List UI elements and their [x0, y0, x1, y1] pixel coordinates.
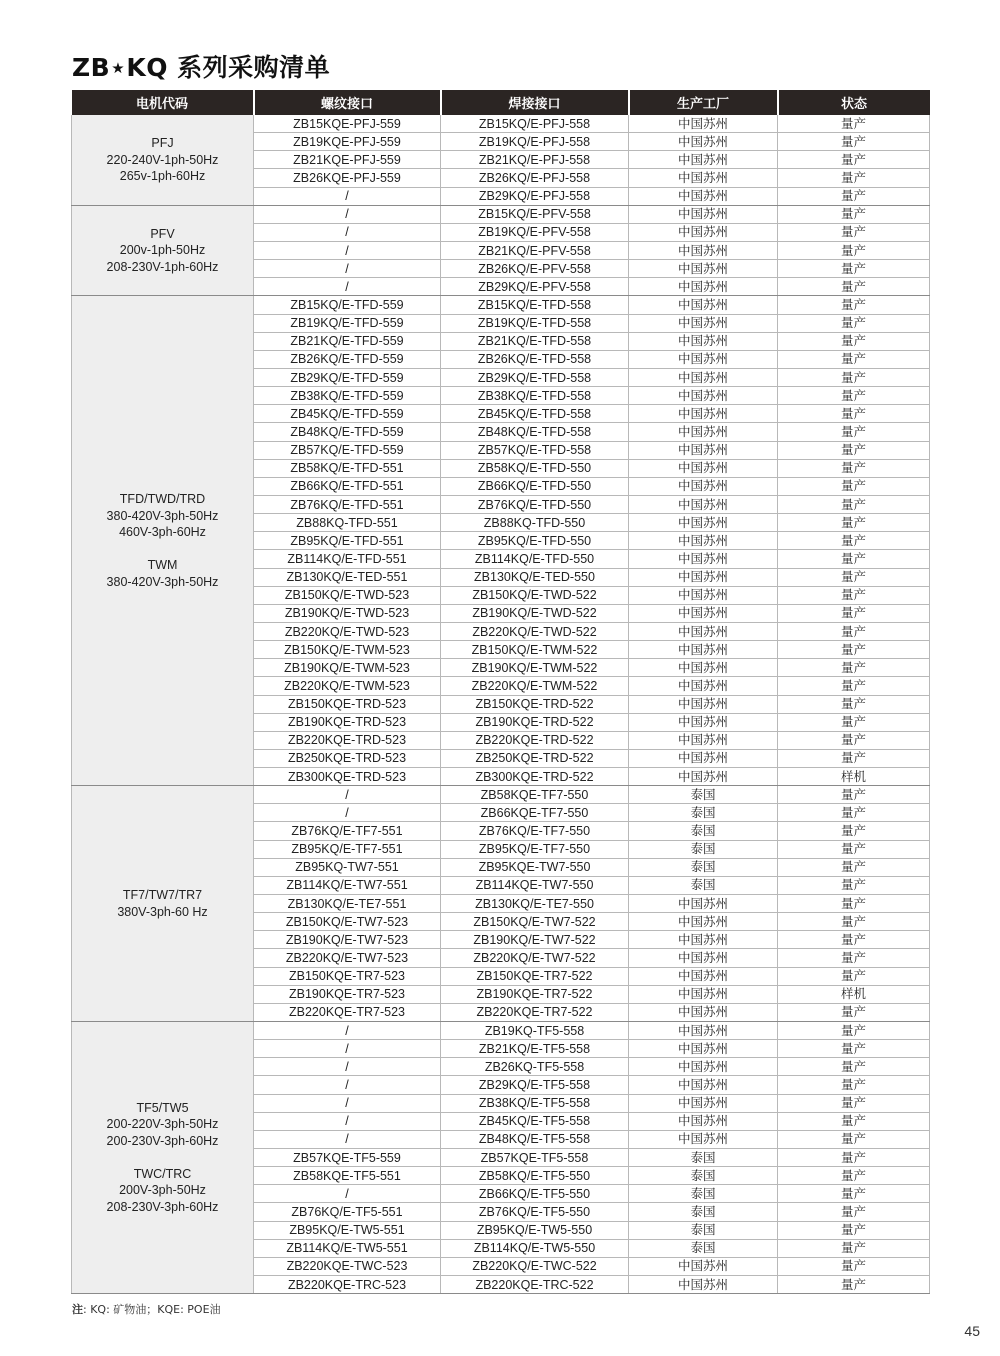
- factory-cell: 中国苏州: [629, 967, 778, 985]
- factory-cell: 中国苏州: [629, 205, 778, 223]
- thread-connection-cell: ZB95KQ-TW7-551: [254, 858, 441, 876]
- thread-connection-cell: /: [254, 205, 441, 223]
- thread-connection-cell: ZB95KQ/E-TF7-551: [254, 840, 441, 858]
- header-factory: 生产工厂: [629, 90, 778, 115]
- status-cell: 量产: [778, 423, 930, 441]
- thread-connection-cell: ZB150KQ/E-TWD-523: [254, 586, 441, 604]
- factory-cell: 中国苏州: [629, 169, 778, 187]
- factory-cell: 中国苏州: [629, 1076, 778, 1094]
- factory-cell: 中国苏州: [629, 223, 778, 241]
- weld-connection-cell: ZB66KQ/E-TFD-550: [441, 477, 629, 495]
- factory-cell: 中国苏州: [629, 1022, 778, 1040]
- weld-connection-cell: ZB95KQE-TW7-550: [441, 858, 629, 876]
- motor-code-cell: TFD/TWD/TRD 380-420V-3ph-50Hz 460V-3ph-60Hz TWM 380-420V-3ph-50Hz: [72, 296, 254, 786]
- status-cell: 量产: [778, 895, 930, 913]
- status-cell: 量产: [778, 1203, 930, 1221]
- thread-connection-cell: ZB45KQ/E-TFD-559: [254, 405, 441, 423]
- factory-cell: 中国苏州: [629, 514, 778, 532]
- thread-connection-cell: ZB220KQE-TR7-523: [254, 1003, 441, 1021]
- weld-connection-cell: ZB76KQ/E-TF5-550: [441, 1203, 629, 1221]
- thread-connection-cell: ZB76KQ/E-TF7-551: [254, 822, 441, 840]
- weld-connection-cell: ZB66KQ/E-TF5-550: [441, 1185, 629, 1203]
- thread-connection-cell: ZB48KQ/E-TFD-559: [254, 423, 441, 441]
- factory-cell: 中国苏州: [629, 368, 778, 386]
- factory-cell: 中国苏州: [629, 768, 778, 786]
- status-cell: 量产: [778, 1257, 930, 1275]
- status-cell: 量产: [778, 296, 930, 314]
- weld-connection-cell: ZB95KQ/E-TF7-550: [441, 840, 629, 858]
- footnote: [72, 1301, 221, 1317]
- factory-cell: 中国苏州: [629, 241, 778, 259]
- thread-connection-cell: ZB95KQ/E-TFD-551: [254, 532, 441, 550]
- status-cell: 量产: [778, 967, 930, 985]
- footnote-label: 注: [72, 1303, 83, 1316]
- status-cell: 样机: [778, 768, 930, 786]
- factory-cell: 中国苏州: [629, 677, 778, 695]
- weld-connection-cell: ZB38KQ/E-TF5-558: [441, 1094, 629, 1112]
- weld-connection-cell: ZB21KQ/E-TF5-558: [441, 1040, 629, 1058]
- weld-connection-cell: ZB250KQE-TRD-522: [441, 749, 629, 767]
- weld-connection-cell: ZB190KQ/E-TW7-522: [441, 931, 629, 949]
- thread-connection-cell: /: [254, 786, 441, 804]
- thread-connection-cell: ZB19KQ/E-TFD-559: [254, 314, 441, 332]
- weld-connection-cell: ZB150KQE-TRD-522: [441, 695, 629, 713]
- status-cell: 量产: [778, 241, 930, 259]
- factory-cell: 中国苏州: [629, 133, 778, 151]
- thread-connection-cell: /: [254, 1112, 441, 1130]
- weld-connection-cell: ZB45KQ/E-TFD-558: [441, 405, 629, 423]
- factory-cell: 中国苏州: [629, 586, 778, 604]
- status-cell: 量产: [778, 459, 930, 477]
- thread-connection-cell: /: [254, 223, 441, 241]
- thread-connection-cell: ZB150KQE-TRD-523: [254, 695, 441, 713]
- thread-connection-cell: ZB220KQE-TWC-523: [254, 1257, 441, 1275]
- thread-connection-cell: ZB250KQE-TRD-523: [254, 749, 441, 767]
- factory-cell: 泰国: [629, 840, 778, 858]
- factory-cell: 中国苏州: [629, 604, 778, 622]
- purchase-list-table: [71, 90, 930, 1294]
- status-cell: 量产: [778, 405, 930, 423]
- factory-cell: 中国苏州: [629, 314, 778, 332]
- factory-cell: 中国苏州: [629, 387, 778, 405]
- weld-connection-cell: ZB150KQ/E-TWM-522: [441, 641, 629, 659]
- factory-cell: 泰国: [629, 858, 778, 876]
- table-row: [72, 1022, 930, 1040]
- status-cell: 量产: [778, 1221, 930, 1239]
- weld-connection-cell: ZB29KQ/E-PFJ-558: [441, 187, 629, 205]
- status-cell: 量产: [778, 532, 930, 550]
- status-cell: 量产: [778, 332, 930, 350]
- factory-cell: 中国苏州: [629, 477, 778, 495]
- status-cell: 量产: [778, 133, 930, 151]
- weld-connection-cell: ZB58KQE-TF7-550: [441, 786, 629, 804]
- factory-cell: 中国苏州: [629, 731, 778, 749]
- weld-connection-cell: ZB57KQ/E-TFD-558: [441, 441, 629, 459]
- status-cell: 量产: [778, 1040, 930, 1058]
- factory-cell: 中国苏州: [629, 187, 778, 205]
- factory-cell: 中国苏州: [629, 115, 778, 133]
- weld-connection-cell: ZB114KQ/E-TW5-550: [441, 1239, 629, 1257]
- weld-connection-cell: ZB29KQ/E-PFV-558: [441, 278, 629, 296]
- status-cell: 量产: [778, 695, 930, 713]
- factory-cell: 中国苏州: [629, 713, 778, 731]
- weld-connection-cell: ZB26KQ/E-TFD-558: [441, 350, 629, 368]
- status-cell: 量产: [778, 1094, 930, 1112]
- motor-code-cell: TF7/TW7/TR7 380V-3ph-60 Hz: [72, 786, 254, 1022]
- thread-connection-cell: ZB150KQ/E-TW7-523: [254, 913, 441, 931]
- status-cell: 量产: [778, 822, 930, 840]
- status-cell: 量产: [778, 876, 930, 894]
- factory-cell: 中国苏州: [629, 423, 778, 441]
- factory-cell: 泰国: [629, 1203, 778, 1221]
- factory-cell: 泰国: [629, 822, 778, 840]
- footnote-text: : KQ: 矿物油；KQE: POE油: [83, 1303, 221, 1316]
- factory-cell: 中国苏州: [629, 441, 778, 459]
- thread-connection-cell: /: [254, 1185, 441, 1203]
- thread-connection-cell: ZB150KQ/E-TWM-523: [254, 641, 441, 659]
- thread-connection-cell: ZB150KQE-TR7-523: [254, 967, 441, 985]
- weld-connection-cell: ZB220KQ/E-TWM-522: [441, 677, 629, 695]
- status-cell: 量产: [778, 1112, 930, 1130]
- status-cell: 量产: [778, 858, 930, 876]
- factory-cell: 中国苏州: [629, 622, 778, 640]
- factory-cell: 中国苏州: [629, 949, 778, 967]
- thread-connection-cell: ZB114KQ/E-TFD-551: [254, 550, 441, 568]
- thread-connection-cell: /: [254, 1076, 441, 1094]
- factory-cell: 中国苏州: [629, 495, 778, 513]
- weld-connection-cell: ZB150KQ/E-TW7-522: [441, 913, 629, 931]
- thread-connection-cell: ZB130KQ/E-TED-551: [254, 568, 441, 586]
- factory-cell: 泰国: [629, 1239, 778, 1257]
- weld-connection-cell: ZB15KQ/E-PFV-558: [441, 205, 629, 223]
- weld-connection-cell: ZB76KQ/E-TFD-550: [441, 495, 629, 513]
- header-weld-connection: 焊接接口: [441, 90, 629, 115]
- weld-connection-cell: ZB150KQE-TR7-522: [441, 967, 629, 985]
- thread-connection-cell: /: [254, 1058, 441, 1076]
- page-title: ZB⋆KQ 系列采购清单: [72, 53, 331, 82]
- weld-connection-cell: ZB26KQ/E-PFV-558: [441, 260, 629, 278]
- factory-cell: 中国苏州: [629, 260, 778, 278]
- weld-connection-cell: ZB220KQ/E-TW7-522: [441, 949, 629, 967]
- factory-cell: 中国苏州: [629, 931, 778, 949]
- weld-connection-cell: ZB26KQ-TF5-558: [441, 1058, 629, 1076]
- thread-connection-cell: ZB114KQ/E-TW7-551: [254, 876, 441, 894]
- weld-connection-cell: ZB19KQ/E-TFD-558: [441, 314, 629, 332]
- thread-connection-cell: ZB220KQ/E-TWD-523: [254, 622, 441, 640]
- factory-cell: 中国苏州: [629, 1130, 778, 1148]
- thread-connection-cell: /: [254, 1094, 441, 1112]
- table-row: [72, 205, 930, 223]
- thread-connection-cell: ZB190KQE-TRD-523: [254, 713, 441, 731]
- factory-cell: 中国苏州: [629, 459, 778, 477]
- thread-connection-cell: ZB58KQE-TF5-551: [254, 1167, 441, 1185]
- factory-cell: 泰国: [629, 786, 778, 804]
- weld-connection-cell: ZB58KQ/E-TF5-550: [441, 1167, 629, 1185]
- thread-connection-cell: ZB220KQE-TRC-523: [254, 1276, 441, 1294]
- status-cell: 量产: [778, 1022, 930, 1040]
- status-cell: 量产: [778, 151, 930, 169]
- weld-connection-cell: ZB76KQ/E-TF7-550: [441, 822, 629, 840]
- factory-cell: 中国苏州: [629, 695, 778, 713]
- thread-connection-cell: ZB15KQ/E-TFD-559: [254, 296, 441, 314]
- status-cell: 量产: [778, 1149, 930, 1167]
- factory-cell: 中国苏州: [629, 405, 778, 423]
- thread-connection-cell: ZB38KQ/E-TFD-559: [254, 387, 441, 405]
- status-cell: 量产: [778, 495, 930, 513]
- status-cell: 量产: [778, 1167, 930, 1185]
- weld-connection-cell: ZB114KQE-TW7-550: [441, 876, 629, 894]
- weld-connection-cell: ZB220KQ/E-TWC-522: [441, 1257, 629, 1275]
- weld-connection-cell: ZB190KQE-TR7-522: [441, 985, 629, 1003]
- status-cell: 量产: [778, 586, 930, 604]
- status-cell: 量产: [778, 1239, 930, 1257]
- factory-cell: 泰国: [629, 1221, 778, 1239]
- weld-connection-cell: ZB29KQ/E-TF5-558: [441, 1076, 629, 1094]
- weld-connection-cell: ZB21KQ/E-PFJ-558: [441, 151, 629, 169]
- thread-connection-cell: /: [254, 1022, 441, 1040]
- thread-connection-cell: /: [254, 278, 441, 296]
- thread-connection-cell: ZB130KQ/E-TE7-551: [254, 895, 441, 913]
- weld-connection-cell: ZB190KQ/E-TWM-522: [441, 659, 629, 677]
- factory-cell: 中国苏州: [629, 350, 778, 368]
- thread-connection-cell: /: [254, 241, 441, 259]
- motor-code-cell: TF5/TW5 200-220V-3ph-50Hz 200-230V-3ph-60Hz TWC/TRC 200V-3ph-50Hz 208-230V-3ph-60Hz: [72, 1022, 254, 1294]
- weld-connection-cell: ZB19KQ-TF5-558: [441, 1022, 629, 1040]
- factory-cell: 中国苏州: [629, 296, 778, 314]
- thread-connection-cell: ZB95KQ/E-TW5-551: [254, 1221, 441, 1239]
- factory-cell: 泰国: [629, 876, 778, 894]
- factory-cell: 中国苏州: [629, 985, 778, 1003]
- weld-connection-cell: ZB21KQ/E-PFV-558: [441, 241, 629, 259]
- status-cell: 量产: [778, 1076, 930, 1094]
- weld-connection-cell: ZB150KQ/E-TWD-522: [441, 586, 629, 604]
- thread-connection-cell: ZB57KQ/E-TFD-559: [254, 441, 441, 459]
- thread-connection-cell: ZB300KQE-TRD-523: [254, 768, 441, 786]
- status-cell: 量产: [778, 913, 930, 931]
- thread-connection-cell: ZB190KQ/E-TW7-523: [254, 931, 441, 949]
- status-cell: 量产: [778, 713, 930, 731]
- thread-connection-cell: ZB21KQ/E-TFD-559: [254, 332, 441, 350]
- thread-connection-cell: ZB114KQ/E-TW5-551: [254, 1239, 441, 1257]
- status-cell: 量产: [778, 314, 930, 332]
- status-cell: 量产: [778, 187, 930, 205]
- status-cell: 量产: [778, 659, 930, 677]
- status-cell: 量产: [778, 931, 930, 949]
- weld-connection-cell: ZB19KQ/E-PFJ-558: [441, 133, 629, 151]
- table-row: [72, 296, 930, 314]
- weld-connection-cell: ZB26KQ/E-PFJ-558: [441, 169, 629, 187]
- factory-cell: 中国苏州: [629, 278, 778, 296]
- weld-connection-cell: ZB130KQ/E-TED-550: [441, 568, 629, 586]
- table-row: [72, 786, 930, 804]
- weld-connection-cell: ZB220KQ/E-TWD-522: [441, 622, 629, 640]
- factory-cell: 泰国: [629, 1167, 778, 1185]
- factory-cell: 中国苏州: [629, 1094, 778, 1112]
- weld-connection-cell: ZB220KQE-TRC-522: [441, 1276, 629, 1294]
- weld-connection-cell: ZB114KQ/E-TFD-550: [441, 550, 629, 568]
- weld-connection-cell: ZB21KQ/E-TFD-558: [441, 332, 629, 350]
- status-cell: 量产: [778, 441, 930, 459]
- status-cell: 量产: [778, 804, 930, 822]
- status-cell: 量产: [778, 1276, 930, 1294]
- thread-connection-cell: /: [254, 1130, 441, 1148]
- thread-connection-cell: ZB190KQE-TR7-523: [254, 985, 441, 1003]
- factory-cell: 中国苏州: [629, 895, 778, 913]
- weld-connection-cell: ZB190KQE-TRD-522: [441, 713, 629, 731]
- thread-connection-cell: ZB21KQE-PFJ-559: [254, 151, 441, 169]
- status-cell: 量产: [778, 1185, 930, 1203]
- factory-cell: 中国苏州: [629, 1058, 778, 1076]
- weld-connection-cell: ZB57KQE-TF5-558: [441, 1149, 629, 1167]
- factory-cell: 泰国: [629, 1185, 778, 1203]
- table-row: [72, 115, 930, 133]
- weld-connection-cell: ZB58KQ/E-TFD-550: [441, 459, 629, 477]
- status-cell: 量产: [778, 550, 930, 568]
- page-number: 45: [964, 1323, 980, 1339]
- weld-connection-cell: ZB95KQ/E-TFD-550: [441, 532, 629, 550]
- factory-cell: 泰国: [629, 1149, 778, 1167]
- status-cell: 量产: [778, 641, 930, 659]
- weld-connection-cell: ZB66KQE-TF7-550: [441, 804, 629, 822]
- factory-cell: 中国苏州: [629, 749, 778, 767]
- factory-cell: 中国苏州: [629, 659, 778, 677]
- thread-connection-cell: ZB57KQE-TF5-559: [254, 1149, 441, 1167]
- status-cell: 量产: [778, 278, 930, 296]
- factory-cell: 中国苏州: [629, 913, 778, 931]
- status-cell: 量产: [778, 840, 930, 858]
- weld-connection-cell: ZB48KQ/E-TFD-558: [441, 423, 629, 441]
- thread-connection-cell: /: [254, 260, 441, 278]
- table-body: [72, 115, 930, 1294]
- thread-connection-cell: /: [254, 187, 441, 205]
- thread-connection-cell: ZB220KQ/E-TWM-523: [254, 677, 441, 695]
- header-thread-connection: 螺纹接口: [254, 90, 441, 115]
- factory-cell: 中国苏州: [629, 1040, 778, 1058]
- factory-cell: 中国苏州: [629, 641, 778, 659]
- factory-cell: 泰国: [629, 804, 778, 822]
- factory-cell: 中国苏州: [629, 532, 778, 550]
- weld-connection-cell: ZB48KQ/E-TF5-558: [441, 1130, 629, 1148]
- thread-connection-cell: ZB26KQE-PFJ-559: [254, 169, 441, 187]
- status-cell: 量产: [778, 223, 930, 241]
- status-cell: 量产: [778, 786, 930, 804]
- status-cell: 量产: [778, 387, 930, 405]
- thread-connection-cell: /: [254, 1040, 441, 1058]
- status-cell: 量产: [778, 677, 930, 695]
- weld-connection-cell: ZB15KQ/E-PFJ-558: [441, 115, 629, 133]
- thread-connection-cell: ZB58KQ/E-TFD-551: [254, 459, 441, 477]
- status-cell: 量产: [778, 477, 930, 495]
- status-cell: 量产: [778, 949, 930, 967]
- thread-connection-cell: ZB76KQ/E-TFD-551: [254, 495, 441, 513]
- status-cell: 量产: [778, 568, 930, 586]
- weld-connection-cell: ZB88KQ-TFD-550: [441, 514, 629, 532]
- weld-connection-cell: ZB29KQ/E-TFD-558: [441, 368, 629, 386]
- status-cell: 量产: [778, 260, 930, 278]
- factory-cell: 中国苏州: [629, 1276, 778, 1294]
- thread-connection-cell: /: [254, 804, 441, 822]
- status-cell: 量产: [778, 368, 930, 386]
- thread-connection-cell: ZB220KQE-TRD-523: [254, 731, 441, 749]
- status-cell: 量产: [778, 115, 930, 133]
- thread-connection-cell: ZB66KQ/E-TFD-551: [254, 477, 441, 495]
- thread-connection-cell: ZB15KQE-PFJ-559: [254, 115, 441, 133]
- thread-connection-cell: ZB190KQ/E-TWM-523: [254, 659, 441, 677]
- weld-connection-cell: ZB19KQ/E-PFV-558: [441, 223, 629, 241]
- weld-connection-cell: ZB45KQ/E-TF5-558: [441, 1112, 629, 1130]
- status-cell: 样机: [778, 985, 930, 1003]
- weld-connection-cell: ZB300KQE-TRD-522: [441, 768, 629, 786]
- status-cell: 量产: [778, 169, 930, 187]
- thread-connection-cell: ZB19KQE-PFJ-559: [254, 133, 441, 151]
- thread-connection-cell: ZB26KQ/E-TFD-559: [254, 350, 441, 368]
- status-cell: 量产: [778, 604, 930, 622]
- thread-connection-cell: ZB29KQ/E-TFD-559: [254, 368, 441, 386]
- table-header-row: [72, 90, 930, 115]
- factory-cell: 中国苏州: [629, 1257, 778, 1275]
- factory-cell: 中国苏州: [629, 332, 778, 350]
- factory-cell: 中国苏州: [629, 568, 778, 586]
- status-cell: 量产: [778, 1058, 930, 1076]
- status-cell: 量产: [778, 622, 930, 640]
- weld-connection-cell: ZB190KQ/E-TWD-522: [441, 604, 629, 622]
- header-motor-code: 电机代码: [72, 90, 254, 115]
- weld-connection-cell: ZB130KQ/E-TE7-550: [441, 895, 629, 913]
- weld-connection-cell: ZB220KQE-TRD-522: [441, 731, 629, 749]
- status-cell: 量产: [778, 350, 930, 368]
- motor-code-cell: PFJ 220-240V-1ph-50Hz 265v-1ph-60Hz: [72, 115, 254, 205]
- weld-connection-cell: ZB38KQ/E-TFD-558: [441, 387, 629, 405]
- status-cell: 量产: [778, 749, 930, 767]
- status-cell: 量产: [778, 514, 930, 532]
- status-cell: 量产: [778, 1130, 930, 1148]
- factory-cell: 中国苏州: [629, 1003, 778, 1021]
- thread-connection-cell: ZB190KQ/E-TWD-523: [254, 604, 441, 622]
- motor-code-cell: PFV 200v-1ph-50Hz 208-230V-1ph-60Hz: [72, 205, 254, 296]
- weld-connection-cell: ZB95KQ/E-TW5-550: [441, 1221, 629, 1239]
- status-cell: 量产: [778, 205, 930, 223]
- factory-cell: 中国苏州: [629, 151, 778, 169]
- weld-connection-cell: ZB220KQE-TR7-522: [441, 1003, 629, 1021]
- factory-cell: 中国苏州: [629, 1112, 778, 1130]
- thread-connection-cell: ZB88KQ-TFD-551: [254, 514, 441, 532]
- factory-cell: 中国苏州: [629, 550, 778, 568]
- weld-connection-cell: ZB15KQ/E-TFD-558: [441, 296, 629, 314]
- thread-connection-cell: ZB220KQ/E-TW7-523: [254, 949, 441, 967]
- status-cell: 量产: [778, 731, 930, 749]
- header-status: 状态: [778, 90, 930, 115]
- status-cell: 量产: [778, 1003, 930, 1021]
- thread-connection-cell: ZB76KQ/E-TF5-551: [254, 1203, 441, 1221]
